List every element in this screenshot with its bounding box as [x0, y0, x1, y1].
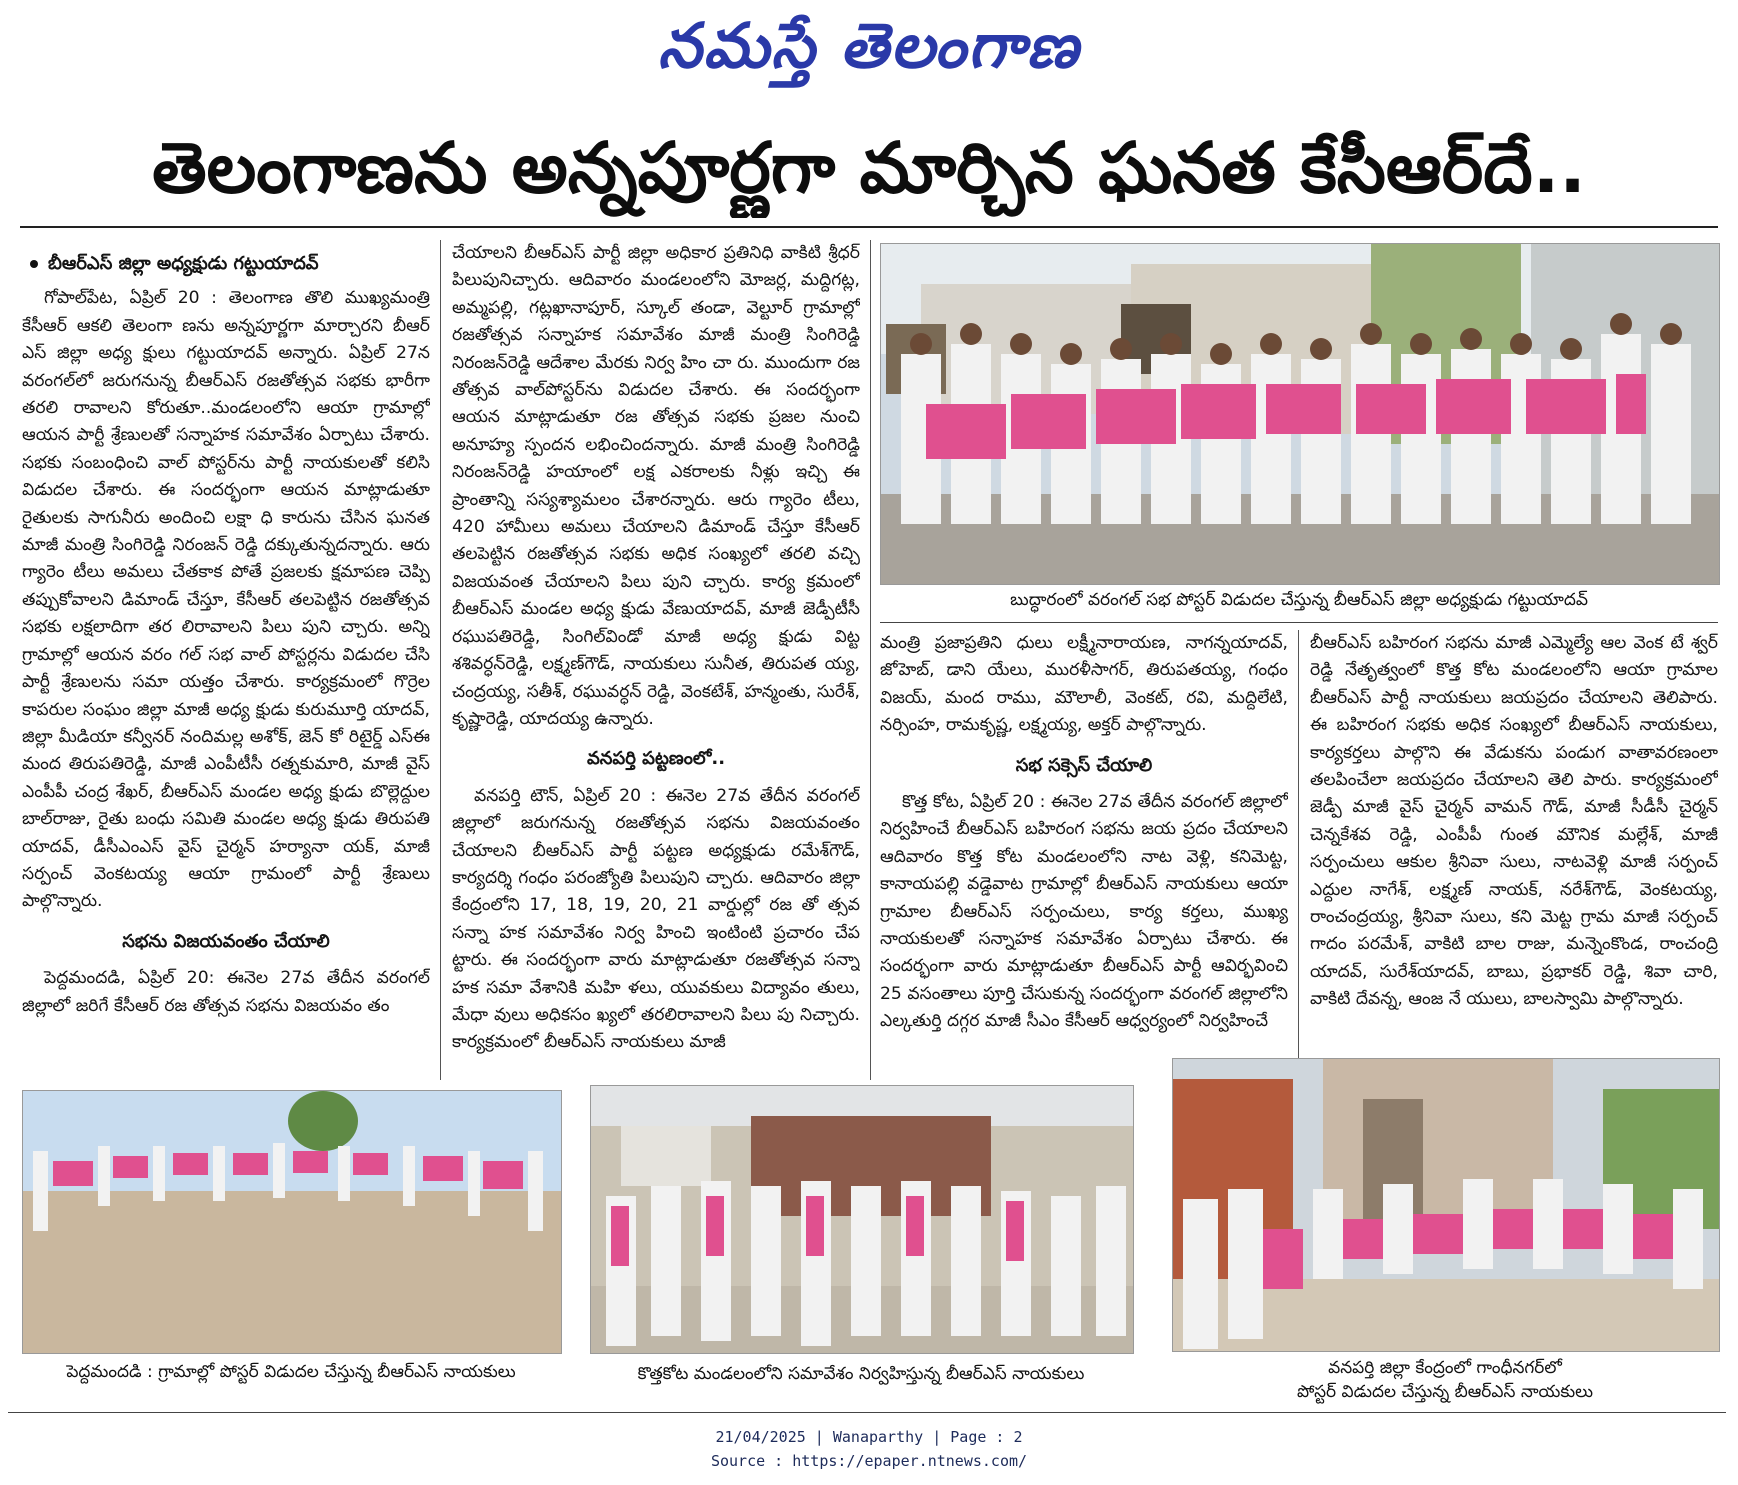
article-column-4	[1310, 630, 1718, 1060]
page-headline: తెలంగాణను అన్నపూర్ణగా మార్చిన ఘనత కేసీఆర్‌దే..	[152, 127, 1586, 209]
column-divider	[440, 240, 441, 1080]
photo-caption	[1172, 1356, 1718, 1404]
photo-kothakota-meeting	[590, 1085, 1134, 1354]
section-subhead: సభ సక్సెస్ చేయాలి	[1015, 754, 1153, 776]
headline-rule	[20, 226, 1718, 228]
caption-line: పోస్టర్ విడుదల చేస్తున్న బీఆర్‌ఎస్ నాయకులు	[1296, 1382, 1594, 1402]
column-divider	[870, 240, 871, 1080]
kicker-text: బీఆర్‌ఎస్ జిల్లా అధ్యక్షుడు గట్టుయాదవ్	[48, 253, 319, 274]
footer-edition-info: 21/04/2025 | Wanaparthy | Page : 2	[715, 1428, 1023, 1446]
article-paragraph: బీఆర్‌ఎస్ బహిరంగ సభను మాజీ ఎమ్మెల్యే ఆల వెంక టే శ్వర్ రెడ్డి నేతృత్వంలో కొత్త కోట మండలంలోని ఆయా గ్రామాల బీఆర్‌ఎస్ పార్టీ నాయకులు జయప్రదం చేయాలని తెలిపారు. ఈ బహిరంగ సభకు అధిక సంఖ్యలో బీఆర్‌ఎస్ నాయకులు, కార్యకర్తలు పాల్గొని ఈ వేడుకను పండుగ వాతావరణంలా తలపించేలా జయప్రదం చేయాలని తెలి పారు. కార్యక్రమంలో జెడ్పీ మాజీ వైస్ చైర్మన్ వామన్ గౌడ్, మాజీ సీడీసీ చైర్మన్ చెన్నకేశవ రెడ్డి, ఎంపీపీ గుంత మౌనిక మల్లేశ్, మాజీ సర్పంచులు ఆకుల శ్రీనివా సులు, నాటవెళ్లి మాజీ సర్పంచ్ ఎద్దుల నాగేశ్, లక్ష్మణ్ నాయక్, నరేశ్‌గౌడ్, వెంకటయ్య, రాంచంద్రయ్య, శ్రీనివా సులు, కని మెట్ట గ్రామ మాజీ సర్పంచ్ గాదం పరమేశ్, వాకిటి బాల రాజు, మన్నెంకొండ, రాంచంద్రి యాదవ్, సురేశ్‌యాదవ్, బాబు, ప్రభాకర్ రెడ్డి, శివా చారి, వాకిటి దేవన్న, ఆంజ నే యులు, బాలస్వామి పాల్గొన్నారు.	[1310, 633, 1718, 1010]
footer-source: Source : https://epaper.ntnews.com/	[710, 1452, 1028, 1470]
article-kicker	[30, 250, 430, 277]
photo-illustration	[881, 244, 1719, 584]
caption-line: వనపర్తి జిల్లా కేంద్రంలో గాంధీనగర్‌లో	[1328, 1358, 1562, 1378]
article-paragraph: వనపర్తి టౌన్, ఏప్రిల్ 20 : ఈనెల 27వ తేదీన వరంగల్ జిల్లాలో జరుగనున్న రజతోత్సవ సభను విజయవంతం చేయాలని బీఆర్‌ఎస్ పార్టీ పట్టణ అధ్యక్షుడు రమేశ్‌గౌడ్, కార్యదర్శి గంధం పరంజ్యోతి పిలుపుని చ్చారు. ఆదివారం జిల్లా కేంద్రంలోని 17, 18, 19, 20, 21 వార్డుల్లో రజ తో త్సవ సన్నా హక సమావేశం నిర్వ హించి ఇంటింటి ప్రచారం చేప ట్టారు. ఈ సందర్భంగా వారు మాట్లాడుతూ రజతోత్సవ సన్నా హక సమా వేశానికి మహి ళలు, యువకులు విద్యావం తులు, మేధా వులు అధికసం ఖ్యలో తరలిరావాలని పిలు పు నిచ్చారు. కార్యక్రమంలో బీఆర్‌ఎస్ నాయకులు మాజీ	[452, 785, 860, 1053]
caption-rule	[880, 622, 1718, 623]
photo-caption: పెద్దమందడి : గ్రామాల్లో పోస్టర్ విడుదల చేస్తున్న బీఆర్‌ఎస్ నాయకులు	[66, 1362, 516, 1382]
photo-peddamandadi-poster	[22, 1090, 562, 1354]
article-paragraph: చేయాలని బీఆర్‌ఎస్ పార్టీ జిల్లా అధికార ప్రతినిధి వాకిటి శ్రీధర్ పిలుపునిచ్చారు. ఆదివారం మండలంలోని మోజర్ల, మద్దిగట్ల, అమ్మపల్లి, గట్లఖానాపూర్, స్కూల్ తండా, వెల్టూర్ గ్రామాల్లో రజతోత్సవ సన్నాహక సమావేశం మాజీ మంత్రి సింగిరెడ్డి నిరంజన్‌రెడ్డి ఆదేశాల మేరకు నిర్వ హిం చా రు. ముందుగా రజ తోత్సవ వాల్‌పోస్టర్‌ను విడుదల చేశారు. ఈ సందర్భంగా ఆయన మాట్లాడుతూ రజ తోత్సవ సభకు ప్రజల నుంచి అనూహ్య స్పందన లభించిందన్నారు. మాజీ మంత్రి సింగిరెడ్డి నిరంజన్‌రెడ్డి హయాంలో లక్ష ఎకరాలకు నీళ్లు ఇచ్చి ఈ ప్రాంతాన్ని సస్యశ్యామలం చేశారన్నారు. ఆరు గ్యారెం టీలు, 420 హామీలు అమలు చేయాలని డిమాండ్ చేస్తూ కేసీఆర్ తలపెట్టిన రజతోత్సవ సభకు అధిక సంఖ్యలో తరలి వచ్చి విజయవంత చేయాలని పిలు పుని చ్చారు. కార్య క్రమంలో బీఆర్‌ఎస్ మండల అధ్య క్షుడు వేణుయాదవ్, మాజీ జెడ్పీటీసీ రఘుపతిరెడ్డి, సింగిల్‌విండో మాజీ అధ్య క్షుడు విట్ట శశివర్ధన్‌రెడ్డి, లక్ష్మణ్‌గౌడ్, నాయకులు సునీత, తిరుపత య్య, చంద్రయ్య, సతీశ్, రఘువర్ధన్ రెడ్డి, వెంకటేశ్, హన్మంతు, సురేశ్, కృష్ణారెడ్డి, యాదయ్య ఉన్నారు.	[452, 243, 860, 729]
photo-caption: కొత్తకోట మండలంలోని సమావేశం నిర్వహిస్తున్న బీఆర్‌ఎస్ నాయకులు	[637, 1364, 1085, 1384]
photo-gandhinagar-poster	[1172, 1058, 1720, 1352]
photo-caption: బుద్ధారంలో వరంగల్ సభ పోస్టర్ విడుదల చేస్తున్న బీఆర్‌ఎస్ జిల్లా అధ్యక్షుడు గట్టుయాదవ్	[1010, 590, 1588, 610]
section-subhead: సభను విజయవంతం చేయాలి	[122, 930, 330, 952]
article-paragraph: మంత్రి ప్రజాప్రతిని ధులు లక్ష్మీనారాయణ, నాగన్నయాదవ్, జోహెబ్, డాని యేలు, మురళీసాగర్, తిరుపతయ్య, గంధం విజయ్, మంద రాము, మౌలాలీ, వెంకట్, రవి, మద్దిలేటి, నర్సింహ, రామకృష్ణ, లక్ష్మయ్య, అక్తర్ పాల్గొన్నారు.	[880, 633, 1288, 736]
photo-illustration	[1173, 1059, 1719, 1351]
newspaper-masthead: నమస్తే తెలంగాణ	[657, 9, 1081, 82]
photo-illustration	[23, 1091, 561, 1353]
section-subhead: వనపర్తి పట్టణంలో..	[586, 748, 726, 770]
photo-illustration	[591, 1086, 1133, 1353]
article-column-2	[452, 240, 860, 1078]
article-paragraph: పెద్దమందడి, ఏప్రిల్ 20: ఈనెల 27వ తేదీన వరంగల్ జిల్లాలో జరిగే కేసీఆర్ రజ తోత్సవ సభను విజయవం తం	[22, 968, 430, 1016]
bullet-icon	[30, 260, 38, 268]
article-paragraph: గోపాల్‌పేట, ఏప్రిల్ 20 : తెలంగాణ తొలి ముఖ్యమంత్రి కేసీఆర్ ఆకలి తెలంగా ణను అన్నపూర్ణగా మార్చారని బీఆర్ ఎస్ జిల్లా అధ్య క్షులు గట్టుయాదవ్ అన్నారు. ఏప్రిల్ 27న వరంగల్‌లో జరుగనున్న బీఆర్‌ఎస్ రజతోత్సవ సభకు భారీగా తరలి రావాలని కోరుతూ..మండలంలోని ఆయా గ్రామాల్లో ఆయన పార్టీ శ్రేణులతో సన్నాహక సమావేశం ఏర్పాటు చేశారు. సభకు సంబంధించి వాల్ పోస్టర్‌ను పార్టీ నాయకులతో కలిసి విడుదల చేశారు. ఈ సందర్భంగా ఆయన మాట్లాడుతూ రైతులకు సాగునీరు అందించి లక్షా ధి కారును చేసిన ఘనత మాజీ మంత్రి సింగిరెడ్డి నిరంజన్ రెడ్డి దక్కుతున్నదన్నారు. ఆరు గ్యారెం టీలు అమలు చేతకాక పోతే ప్రజలకు క్షమాపణ చెప్పి తప్పుకోవాలని డిమాండ్ చేస్తూ, కేసీఆర్ తలపెట్టిన రజతోత్సవ సభకు లక్షలాదిగా తర లిరావాలని పిలు పుని చ్చారు. అన్ని గ్రామాల్లో ఆయన వరం గల్ సభ వాల్ పోస్టర్లను విడుదల చేసి పార్టీ శ్రేణులను సమా యత్తం చేశారు. కార్యక్రమంలో గొర్రెల కాపరుల సంఘం జిల్లా మాజీ అధ్య క్షుడు కురుమూర్తి యాదవ్, జిల్లా మీడియా కన్వీనర్ నందిమల్ల అశోక్, జెన్ కో రిటైర్డ్ ఎస్ఈ మంద తిరుపతిరెడ్డి, మాజీ ఎంపీటీసీ రత్నకుమారి, మాజీ వైస్ ఎంపీపీ చంద్ర శేఖర్, బీఆర్‌ఎస్ మండల అధ్య క్షుడు బొల్లెద్దుల బాల్‌రాజు, రైతు బంధు సమితి మండల అధ్య క్షుడు తిరుపతి యాదవ్, డీసీఎంఎస్ వైస్ చైర్మన్ హర్యానా యక్, మాజీ సర్పంచ్ వెంకటయ్య ఆయా గ్రామంలో పార్టీ శ్రేణులు పాల్గొన్నారు.	[22, 288, 430, 912]
article-column-3	[880, 630, 1288, 1078]
photo-poster-release-buddaram	[880, 243, 1720, 585]
column-divider	[1298, 630, 1299, 1080]
article-column-1	[22, 250, 430, 1078]
article-paragraph: కొత్త కోట, ఏప్రిల్ 20 : ఈనెల 27వ తేదీన వరంగల్ జిల్లాలో నిర్వహించే బీఆర్‌ఎస్ బహిరంగ సభను జయ ప్రదం చేయాలని ఆదివారం కొత్త కోట మండలంలోని నాట వెళ్లి, కనిమెట్ట, కానాయపల్లి వడ్డెవాట గ్రామాల్లో బీఆర్‌ఎస్ నాయకులు ఆయా గ్రామాల బీఆర్‌ఎస్ సర్పంచులు, కార్య కర్తలు, ముఖ్య నాయకులతో సన్నాహక సమావేశం ఏర్పాటు చేశారు. ఈ సందర్భంగా వారు మాట్లాడుతూ బీఆర్‌ఎస్ పార్టీ ఆవిర్భవించి 25 వసంతాలు పూర్తి చేసుకున్న సందర్భంగా వరంగల్ జిల్లాలోని ఎల్కతుర్తి దగ్గర మాజీ సీఎం కేసీఆర్ ఆధ్వర్యంలో నిర్వహించే	[880, 792, 1288, 1032]
bottom-rule	[8, 1412, 1726, 1413]
